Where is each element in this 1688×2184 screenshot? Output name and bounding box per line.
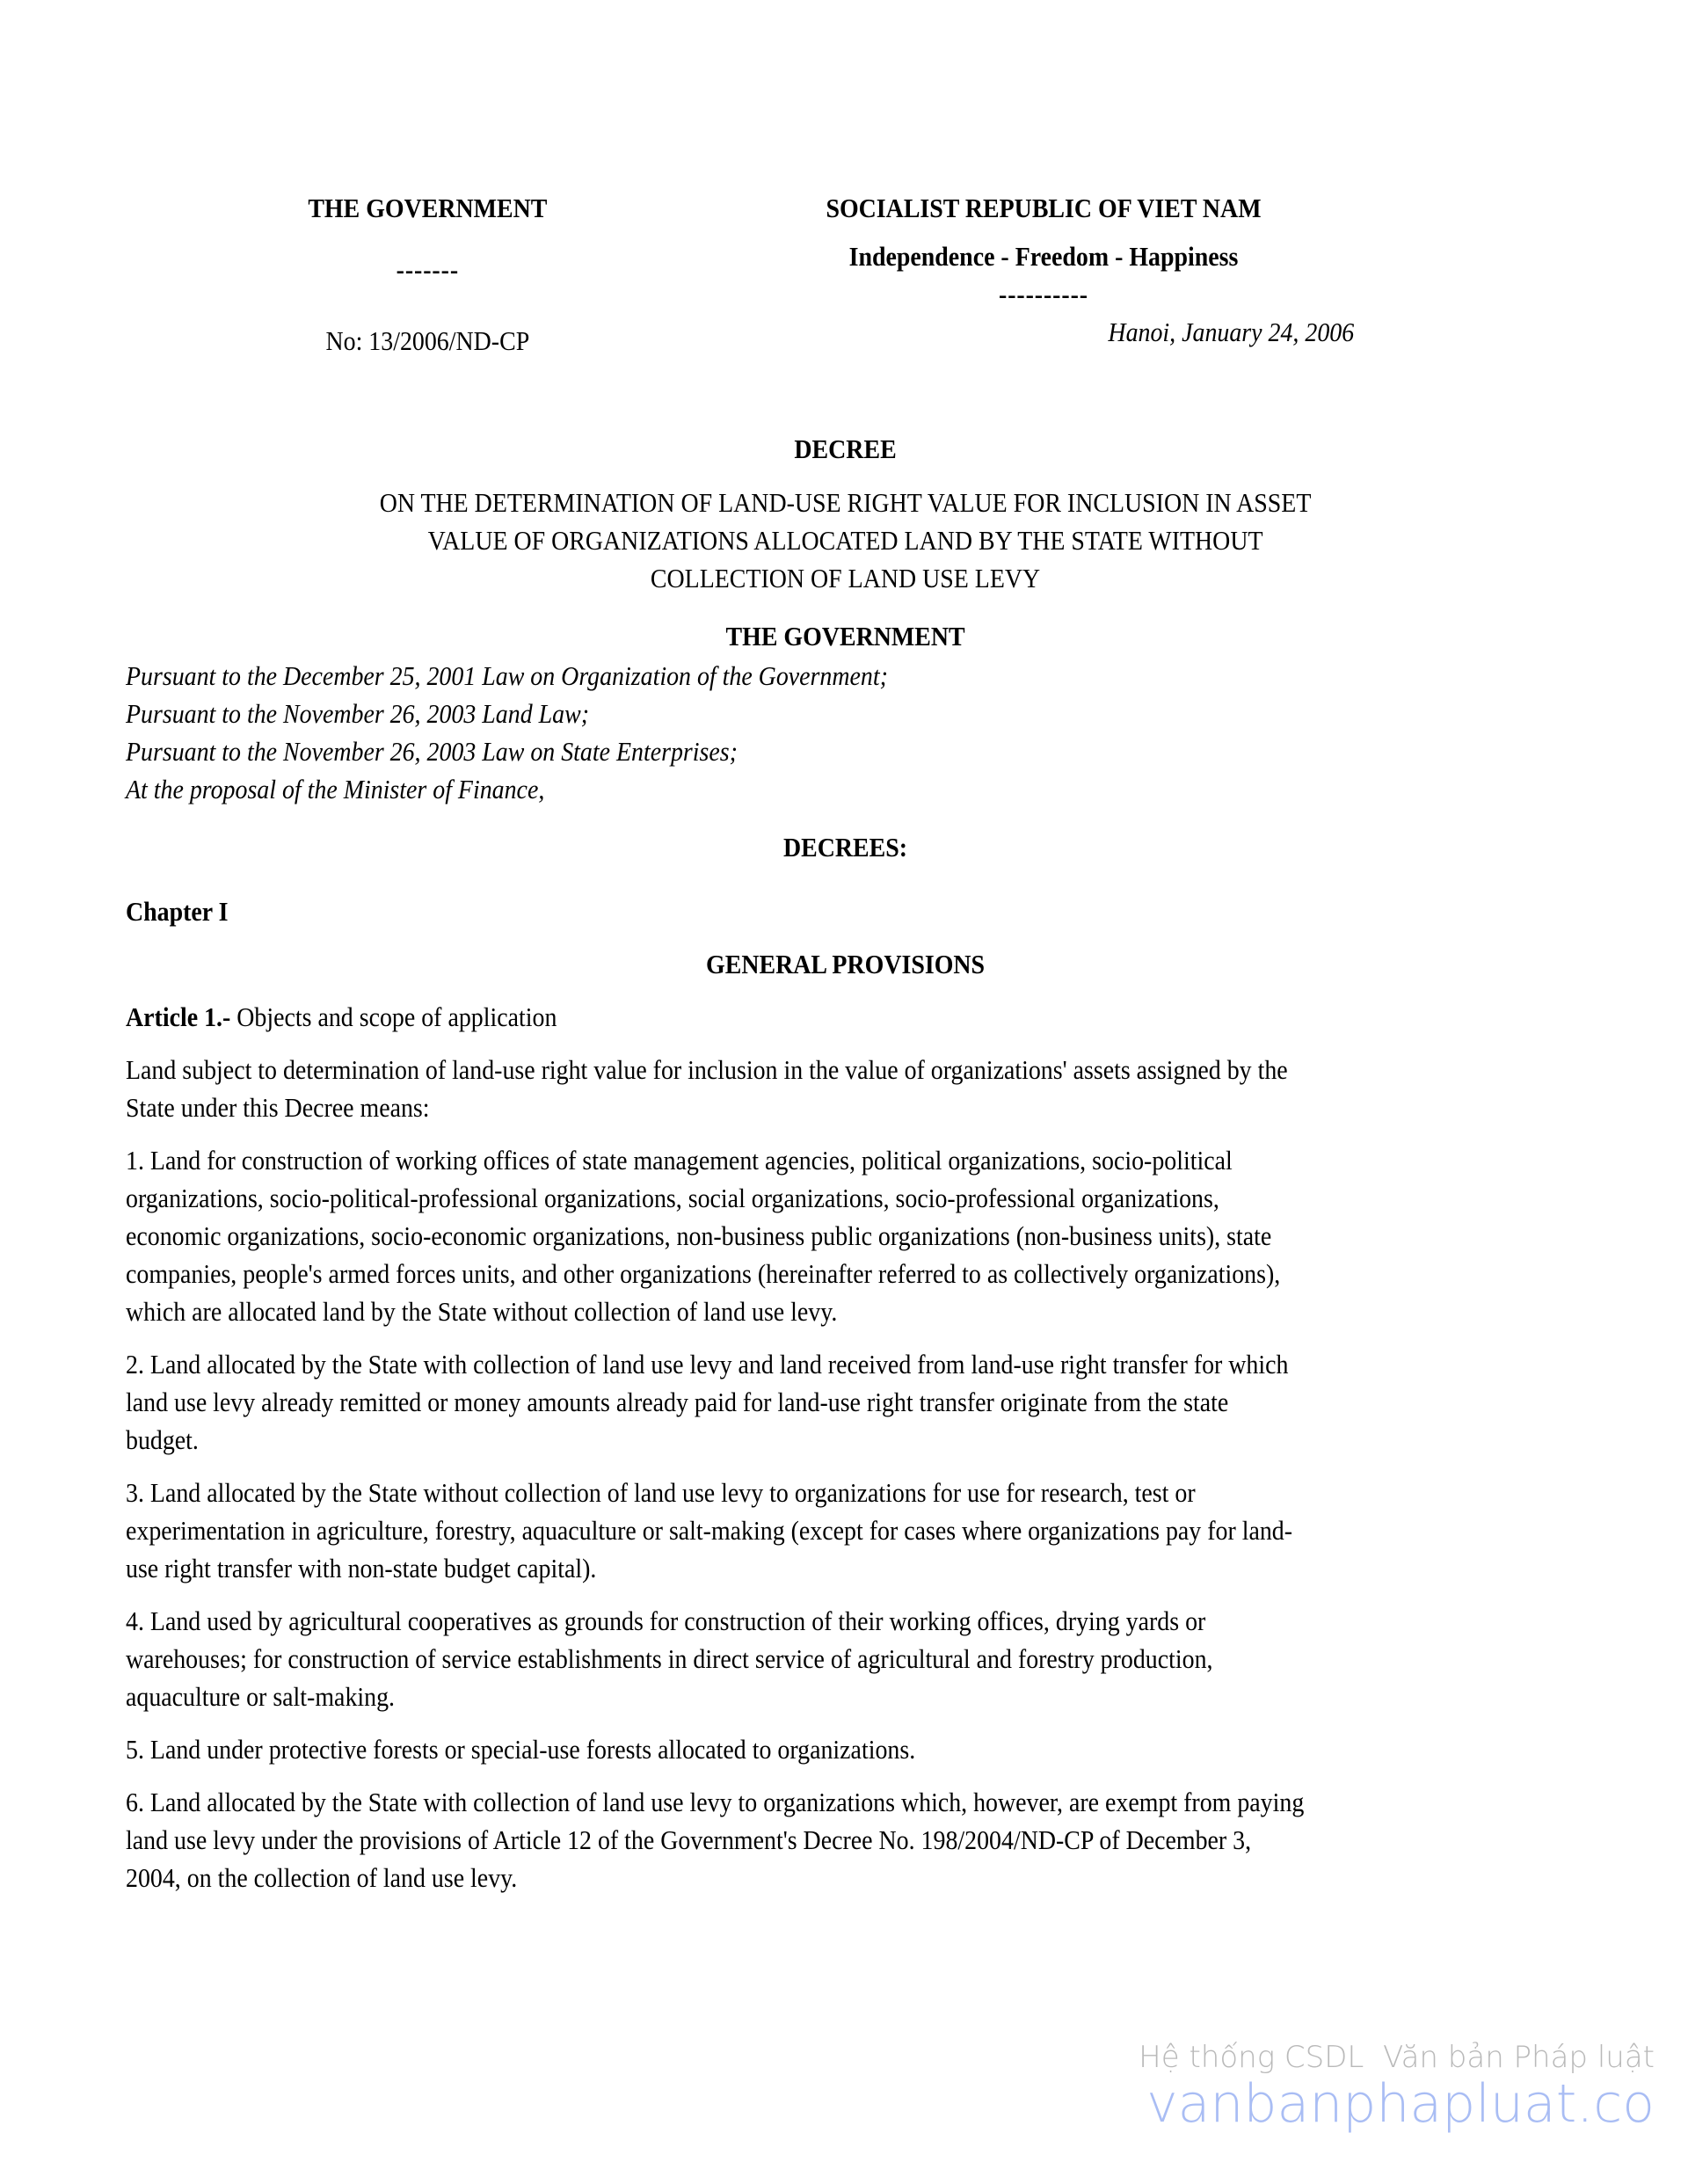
header-left-column xyxy=(126,189,730,360)
chapter-title: GENERAL PROVISIONS xyxy=(706,949,986,979)
document-number: No: 13/2006/ND-CP xyxy=(325,325,530,356)
preamble-line: Pursuant to the November 26, 2003 Land Law; xyxy=(126,698,590,729)
document-page xyxy=(126,189,1565,1896)
decree-heading: DECREE xyxy=(794,433,897,464)
article-label: Article 1.- xyxy=(126,1001,231,1032)
article-title: Objects and scope of application xyxy=(236,1001,557,1032)
preamble xyxy=(126,657,1565,808)
country-name: SOCIALIST REPUBLIC OF VIET NAM xyxy=(826,193,1262,223)
article-item-3: 3. Land allocated by the State without collection of land use levy to organizations for use for research, test or experimentation in agriculture, forestry, aquaculture or salt-making (except for cases where organizations pay for land-use right transfer with non-state budget capital). xyxy=(126,1477,1293,1583)
site-watermark xyxy=(1139,2040,1655,2135)
left-separator: ------- xyxy=(396,254,460,285)
article-item-6: 6. Land allocated by the State with collection of land use levy to organizations which, however, are exempt from paying land use levy under the provisions of Article 12 of the Government's Decree No. 198/2004/ND-CP of December 3, 2004, on the collection of land use levy. xyxy=(126,1787,1305,1893)
article-heading xyxy=(126,998,1565,1036)
article-item-1: 1. Land for construction of working offices of state management agencies, political organizations, socio-political organizations, socio-political-professional organizations, social organizations, socio-professional organizations, economic organizations, socio-economic organizations, non-business public organizations (non-business units), state companies, people's armed forces units, and other organizations (hereinafter referred to as collectively organizations), which are allocated land by the State without collection of land use levy. xyxy=(126,1145,1281,1327)
decree-title xyxy=(126,484,1565,597)
chapter-label: Chapter I xyxy=(126,896,229,927)
issuing-authority: THE GOVERNMENT xyxy=(308,193,548,223)
national-motto: Independence - Freedom - Happiness xyxy=(848,241,1239,272)
preamble-line: Pursuant to the November 26, 2003 Law on State Enterprises; xyxy=(126,736,738,767)
article-intro-paragraph: Land subject to determination of land-use right value for inclusion in the value of organizations' assets assigned by the State under this Decree means: xyxy=(126,1054,1288,1123)
article-item-4: 4. Land used by agricultural cooperatives as grounds for construction of their working offices, drying yards or warehouses; for construction of service establishments in direct service of agricultural and forestry production, aquaculture or salt-making. xyxy=(126,1605,1213,1712)
issuer-heading: THE GOVERNMENT xyxy=(725,621,965,652)
right-separator: ---------- xyxy=(999,279,1088,309)
decree-title-line: VALUE OF ORGANIZATIONS ALLOCATED LAND BY THE STATE WITHOUT xyxy=(427,525,1263,556)
document-header xyxy=(126,189,1565,360)
decrees-heading: DECREES: xyxy=(782,832,908,863)
article-item-5: 5. Land under protective forests or special-use forests allocated to organizations. xyxy=(126,1734,916,1765)
preamble-line: Pursuant to the December 25, 2001 Law on Organization of the Government; xyxy=(126,660,888,691)
article-item-2: 2. Land allocated by the State with collection of land use levy and land received from land-use right transfer for which land use levy already remitted or money amounts already paid for land-use right transfer originate from the state budget. xyxy=(126,1349,1289,1455)
header-right-column xyxy=(730,189,1358,360)
decree-title-line: COLLECTION OF LAND USE LEVY xyxy=(650,563,1041,593)
decree-title-line: ON THE DETERMINATION OF LAND-USE RIGHT VALUE FOR INCLUSION IN ASSET xyxy=(379,487,1312,518)
watermark-system-label: Hệ thống CSDL Văn bản Pháp luật xyxy=(1139,2040,1655,2075)
place-and-date: Hanoi, January 24, 2006 xyxy=(1108,317,1355,347)
watermark-site-name: vanbanphapluat.co xyxy=(1146,2073,1655,2135)
preamble-line: At the proposal of the Minister of Finance, xyxy=(126,774,545,804)
